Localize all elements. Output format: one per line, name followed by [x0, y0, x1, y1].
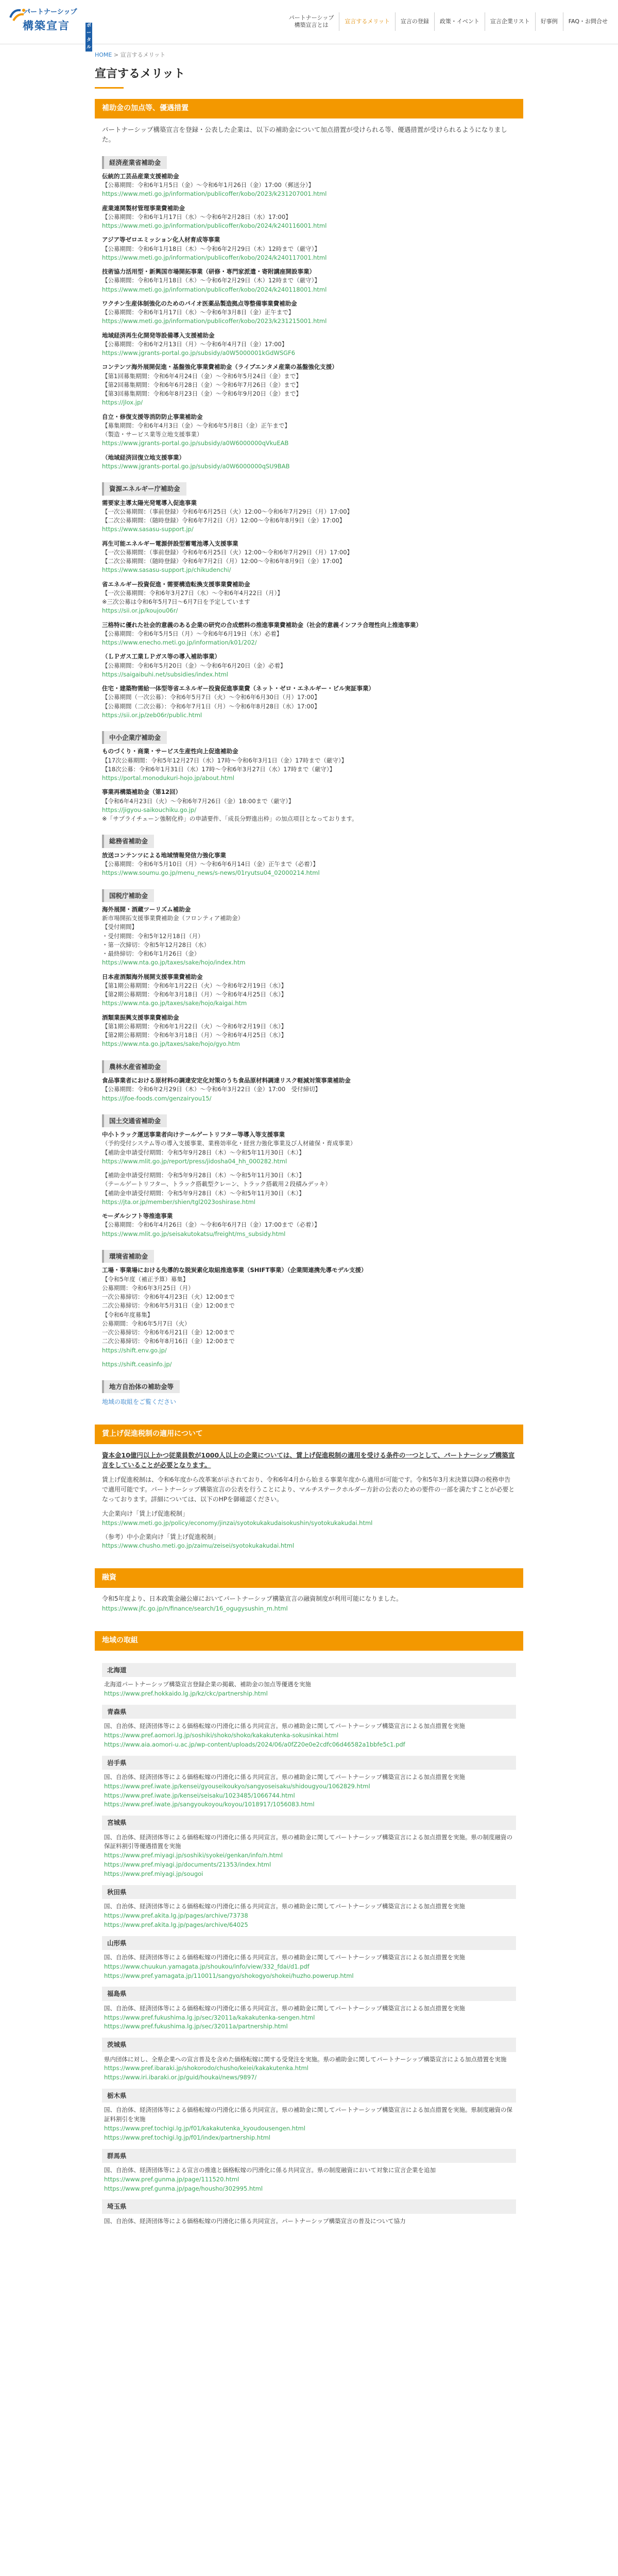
subsidy-entry-link[interactable]: https://www.jgrants-portal.go.jp/subsidy/a0W6000000qVkuEAB: [102, 439, 289, 447]
subsidy-entry-period: ※三次公募は令和6年5月7日～6月7日を予定しています: [102, 598, 250, 606]
region-name: 群馬県: [102, 2149, 516, 2163]
subsidy-entry-period: 【二次公募期間：（随時登録）令和6年7月2日（月）12:00～令和6年8月9日（金）17:00】: [102, 557, 346, 565]
subsidy-entry: [102, 499, 516, 534]
subsidy-entry-period: 【18次公募：令和6年1月31日（水）17時～令和6年3月27日（水）17時まで（厳守）】: [102, 765, 336, 773]
subsidy-entry-period: 【公募期間：令和6年5月5日（月）～令和6年6月19日（水）必着】: [102, 630, 283, 637]
region-description: 国、自治体、経済団体等による宣言の推進と価格転嫁の円滑化に係る共同宣言。県の制度融資において対象に宣言企業を追加: [104, 2166, 436, 2174]
subsidy-entry: [102, 235, 516, 262]
region-name: 北海道: [102, 1663, 516, 1677]
subsidy-entry-link[interactable]: https://www.nta.go.jp/taxes/sake/hojo/gyo.htm: [102, 1040, 240, 1048]
nav-item-good-practices[interactable]: 好事例: [535, 12, 563, 31]
region-link[interactable]: https://www.pref.yamagata.jp/110011/sangyo/shokogyo/shokei/huzho.powerup.html: [104, 1972, 354, 1979]
subsidy-entry-period: 一次公募締切：令和6年6月21日（金）12:00まで: [102, 1329, 235, 1336]
subsidy-entry: [102, 1130, 516, 1166]
region-name: 秋田県: [102, 1885, 516, 1899]
region-link[interactable]: https://www.pref.akita.lg.jp/pages/archive/73738: [104, 1911, 248, 1919]
subsidy-entry-period: 【一次公募期間：令和6年3月27日（水）～令和6年4月22日（月）】: [102, 589, 283, 597]
subsidy-category-list: [102, 150, 516, 1397]
regions-section-heading: 地域の取組: [95, 1631, 523, 1651]
subsidy-entry-title: アジア等ゼロエミッション化人材育成等事業: [102, 236, 220, 244]
region-link[interactable]: https://www.pref.aomori.lg.jp/soshiki/shoko/shoko/kakakutenka-sokusinkai.html: [104, 1732, 339, 1739]
region-link[interactable]: https://www.pref.miyagi.jp/documents/21353/index.html: [104, 1861, 271, 1869]
tax-link-group: [102, 1509, 516, 1551]
subsidy-entry-period: 【公募期間（二次公募）：令和6年7月1日（月）～令和6年8月28日（水）17:00】: [102, 702, 320, 710]
region-description: 国、自治体、経済団体等による価格転嫁の円滑化に係る共同宣言。県の補助金に関してパートナーシップ構築宣言による加点措置を実施: [104, 1773, 466, 1781]
subsidy-entry-link[interactable]: https://www.enecho.meti.go.jp/information/k01/202/: [102, 639, 257, 647]
region-name: 茨城県: [102, 2038, 516, 2052]
region-detail: [102, 1902, 516, 1929]
subsidy-entry-link[interactable]: https://www.mlit.go.jp/seisakutokatsu/freight/ms_subsidy.html: [102, 1230, 286, 1238]
subsidy-entry: [102, 905, 516, 968]
subsidy-entry-period: 【公募期間：令和6年2月29日（木）～令和6年3月22日（金）17:00 受付締切】: [102, 1086, 321, 1093]
site-logo[interactable]: [8, 6, 92, 50]
breadcrumb-separator: >: [112, 52, 121, 58]
subsidy-entry: [102, 1171, 516, 1207]
page-title: 宣言するメリット: [95, 67, 185, 81]
subsidy-entry-link[interactable]: https://portal.monodukuri-hojo.jp/about.html: [102, 774, 234, 782]
subsidy-entry: [102, 204, 516, 231]
subsidy-entry-period: 【補助金申請受付期間：令和5年9月28日（木）～令和5年11月30日（木）】: [102, 1148, 305, 1156]
subsidy-entry-period: 【一次公募期間：（事前登録）令和6年6月25日（火）12:00～令和6年7月29日（月）17:00】: [102, 507, 353, 515]
subsidy-entry-title: 工場・事業場における先導的な脱炭素化取組推進事業（SHIFT事業）（企業間連携先導モデル支援）: [102, 1266, 367, 1274]
subsidy-entry: [102, 747, 516, 783]
region-description: 北海道パートナーシップ構築宣言登録企業の掲載、補助金の加点等優遇を実施: [104, 1681, 312, 1688]
subsidy-entry-link[interactable]: https://jta.or.jp/member/shien/tgl2023oshirase.html: [102, 1198, 256, 1206]
subsidy-entry-period: 【公募期間：令和6年1月18日（木）～令和6年2月29日（木）12時まで（厳守）】: [102, 277, 320, 284]
subsidy-entry-period: 【募集期間：令和6年4月3日（金）～令和6年5月8日（金）正午まで】: [102, 421, 290, 429]
subsidy-entry-period: 【公募期間：令和6年2月13日（月）～令和6年4月7日（金）17:00】: [102, 340, 288, 348]
breadcrumb: [95, 50, 618, 59]
subsidy-entry-title: 日本産酒類海外展開支援事業費補助金: [102, 973, 203, 980]
subsidy-entry: [102, 1360, 516, 1369]
region-name: 宮城県: [102, 1816, 516, 1829]
subsidy-entry-period: （製造・サービス業等立地支援事業）: [102, 431, 203, 438]
region-list: [95, 1651, 523, 2228]
subsidy-entry-period: ・受付期間：令和5年12月18日（月）: [102, 932, 204, 940]
region-link[interactable]: https://www.aia.aomori-u.ac.jp/wp-content/uploads/2024/06/a0fZ20e0e2cdfc06d46582a1bbfe5c1.pdf: [104, 1740, 405, 1748]
subsidy-entry-period: 【令和6年度募集】: [102, 1311, 153, 1318]
subsidy-entry-title: 再生可能エネルギー電源併設型蓄電池導入支援事業: [102, 539, 238, 547]
tax-sme-link[interactable]: https://www.chusho.meti.go.jp/zaimu/zeisei/syotokukakudai.html: [102, 1542, 295, 1550]
region-detail: [102, 1773, 516, 1809]
subsidy-entry-link[interactable]: https://jfoe-foods.com/genzairyou15/: [102, 1094, 212, 1102]
nav-item-merit[interactable]: 宣言するメリット: [339, 12, 395, 31]
logo-badge: ポータル: [85, 23, 92, 52]
nav-item-register[interactable]: 宣言の登録: [395, 12, 434, 31]
subsidy-entry-link[interactable]: https://www.sasasu-support.jp/chikudenchi/: [102, 566, 231, 574]
subsidy-entry: [102, 973, 516, 1008]
global-nav: [284, 12, 613, 31]
subsidy-category-label: 環境省補助金: [102, 1250, 154, 1263]
subsidy-entry-link[interactable]: https://www.jgrants-portal.go.jp/subsidy/a0W6000000qSU9BAB: [102, 462, 290, 470]
subsidy-entry-link[interactable]: https://www.mlit.go.jp/report/press/jidosha04_hh_000282.html: [102, 1157, 287, 1165]
breadcrumb-home-link[interactable]: HOME: [95, 52, 112, 58]
subsidy-category-label: 中小企業庁補助金: [102, 731, 167, 744]
region-name: 青森県: [102, 1705, 516, 1719]
subsidy-entry-period: 【受付期間】: [102, 923, 138, 931]
subsidy-entry-title: 産業連関製材管理事業費補助金: [102, 204, 185, 212]
subsidy-entry: [102, 413, 516, 448]
subsidy-entry-link[interactable]: https://shift.ceasinfo.jp/: [102, 1360, 172, 1368]
subsidy-category-label: 資源エネルギー庁補助金: [102, 482, 186, 495]
region-link[interactable]: https://www.pref.akita.lg.jp/pages/archive/64025: [104, 1921, 248, 1928]
subsidy-entry-period: 【公募期間：令和6年1月17日（水）～令和6年3月8日（金）正午まで】: [102, 309, 295, 316]
site-header: [0, 0, 618, 50]
subsidy-entry: [102, 621, 516, 648]
region-name: 山形県: [102, 1936, 516, 1950]
subsidy-entry-period: 公募期間：令和6年3月25日（月）: [102, 1284, 194, 1292]
region-description: 国、自治体、経済団体等による価格転嫁の円滑化に係る共同宣言。県の補助金に関してパートナーシップ構築宣言による加点措置を実施: [104, 1903, 466, 1910]
subsidy-entry-period: 【補助金申請受付期間：令和5年9月28日（木）～令和5年11月30日（木）】: [102, 1172, 305, 1179]
subsidy-entry-link[interactable]: https://www.meti.go.jp/information/publicoffer/kobo/2024/k240116001.html: [102, 222, 327, 230]
nav-item-company-list[interactable]: 宣言企業リスト: [485, 12, 535, 31]
region-link[interactable]: https://www.pref.fukushima.lg.jp/sec/32011a/kakakutenka-sengen.html: [104, 2013, 315, 2021]
subsidy-entry: [102, 1076, 516, 1103]
logo-top-text: パートナーシップ: [24, 8, 77, 16]
subsidy-entry-link[interactable]: https://www.nta.go.jp/taxes/sake/hojo/index.htm: [102, 959, 246, 967]
subsidy-entry-period: 新市場開拓支援事業費補助金（フロンティア補助金）: [102, 914, 244, 922]
subsidy-entry-title: 事業再構築補助金（第12回）: [102, 788, 182, 796]
subsidy-entry-period: 【公募期間：令和6年1月17日（水）～令和6年2月28日（水）17:00】: [102, 213, 291, 221]
tax-description-text: 賃上げ促進税制は、令和6年度から改革案が示されており、令和6年4月から始まる事業年度から適用が可能です。令和5年3月末決算以降の税務申告で適用可能です。パートナーシップ構築宣言の公表を行うことにより、マルチステークホルダー方針の公表のための要件の一部を満たすことが必要となっております。詳細については、以下のHPを御確認ください。: [102, 1476, 515, 1503]
subsidy-entry-title: ものづくり・商業・サービス生産性向上促進補助金: [102, 748, 238, 755]
subsidy-entry: [102, 684, 516, 720]
finance-description-text: 令和5年度より、日本政策金融公庫においてパートナーシップ構築宣言の融資制度が利用可能になりました。: [102, 1595, 403, 1602]
region-link[interactable]: https://www.pref.hokkaido.lg.jp/kz/ckc/partnership.html: [104, 1690, 268, 1698]
subsidy-entry-period: 【第1期公募期間：令和6年1月22日（火）～令和6年2月19日（水）】: [102, 981, 287, 989]
subsidy-entry: [102, 453, 516, 471]
subsidy-entry-period: 【公募期間：令和6年5月10日（月）～令和6年6月14日（金）正午まで（必着）】: [102, 860, 319, 868]
subsidy-entry-note: ※「サプライチェーン強靭化枠」の申請要件、「成長分野進出枠」の加点項目となっております。: [102, 815, 358, 823]
logo-main-text: 構築宣言: [23, 20, 70, 32]
subsidy-category-label: 総務省補助金: [102, 835, 154, 848]
finance-section-body: [95, 1588, 523, 1621]
subsidy-entry-title: ワクチン生産体制強化のためのバイオ医薬品製造拠点等整備事業費補助金: [102, 299, 297, 307]
subsidy-entry: [102, 1013, 516, 1049]
subsidy-entry: [102, 539, 516, 575]
subsidy-entry-period: 【第1期公募期間：令和6年1月22日（火）～令和6年2月19日（水）】: [102, 1022, 287, 1030]
subsidy-entry-period: 【補助金申請受付期間：令和5年9月28日（木）～令和5年11月30日（木）】: [102, 1189, 305, 1197]
region-detail: [102, 1953, 516, 1980]
subsidy-entry: [102, 172, 516, 199]
subsidy-entry-title: 放送コンテンツによる地域情報発信力強化事業: [102, 851, 226, 859]
subsidy-entry-link[interactable]: https://www.meti.go.jp/information/publicoffer/kobo/2023/k231207001.html: [102, 190, 327, 198]
subsidy-entry-link[interactable]: https://www.meti.go.jp/information/publicoffer/kobo/2024/k240118001.html: [102, 285, 327, 293]
subsidy-entry: [102, 788, 516, 823]
region-link[interactable]: https://www.pref.gunma.jp/page/111520.html: [104, 2175, 239, 2183]
region-name: 栃木県: [102, 2089, 516, 2103]
subsidy-entry-title: 自立・修復支援等消防防止事業補助金: [102, 413, 203, 420]
subsidy-entry-title: （地域経済回復立地支援事業）: [102, 453, 185, 461]
subsidy-entry: [102, 363, 516, 407]
local-initiatives-link[interactable]: 地域の取組をご覧ください: [102, 1398, 177, 1406]
subsidy-entry-link[interactable]: https://shift.env.go.jp/: [102, 1346, 167, 1354]
region-link[interactable]: https://www.pref.fukushima.lg.jp/sec/32011a/partnership.html: [104, 2023, 288, 2030]
subsidy-entry-title: 地域経済再生化開発等設備導入支援補助金: [102, 331, 215, 339]
region-detail: [102, 2004, 516, 2031]
subsidy-entry: [102, 652, 516, 679]
subsidy-entry-title: 伝統的工芸品産業支援補助金: [102, 172, 179, 180]
subsidy-entry-link[interactable]: https://www.meti.go.jp/information/publicoffer/kobo/2024/k240117001.html: [102, 253, 327, 261]
title-underline: [95, 87, 124, 89]
subsidy-entry: [102, 580, 516, 616]
region-description: 国、自治体、経済団体等による価格転嫁の円滑化に係る共同宣言。パートナーシップ構築宣言の普及について協力: [104, 2217, 406, 2225]
region-link[interactable]: https://www.chuukun.yamagata.jp/shoukou/info/view/332_fdai/d1.pdf: [104, 1962, 310, 1970]
subsidy-entry-period: 【第2回募集期間：令和6年6月28日（金）～令和6年7月26日（金）まで】: [102, 381, 302, 388]
subsidy-entry-period: 【17次公募期間：令和5年12月27日（水）17時～令和6年3月1日（金）17時まで（厳守）】: [102, 756, 348, 764]
subsidy-entry-period: 【公募期間：令和6年5月20日（金）～令和6年6月20日（金）必着】: [102, 662, 286, 669]
subsidy-entry: [102, 1266, 516, 1355]
subsidy-entry-link[interactable]: https://www.meti.go.jp/information/publicoffer/kobo/2023/k231215001.html: [102, 317, 327, 325]
subsidy-entry-period: 【公募期間：令和6年1月18日（木）～令和6年2月29日（木）12時まで（厳守）】: [102, 245, 320, 252]
subsidy-entry-period: 【二次公募期間：（随時登録）令和6年7月2日（月）12:00～令和6年8月9日（金）17:00】: [102, 517, 346, 524]
region-detail: [102, 2217, 516, 2226]
subsidy-entry-period: 【第1回募集期間：令和6年4月24日（金）～令和6年5月24日（金）まで】: [102, 372, 302, 380]
subsidy-entry-title: モーダルシフト等推進事業: [102, 1212, 173, 1220]
subsidy-entry-title: 需要家主導太陽光発電導入促進事業: [102, 499, 197, 506]
subsidy-category-label: 国土交通省補助金: [102, 1114, 167, 1127]
subsidy-entry-period: ・最終締切：令和6年1月26日（金）: [102, 950, 200, 958]
subsidy-entry-period: ・第一次締切：令和5年12月28日（水）: [102, 941, 210, 948]
subsidy-entry-title: コンテンツ海外展開促進・基盤強化事業費補助金（ライブエンタメ産業の基盤強化支援）: [102, 363, 338, 371]
subsidy-entry-link[interactable]: https://jigyou-saikouchiku.go.jp/: [102, 806, 197, 814]
tax-requirement-text: 資本金10億円以上かつ従業員数が1000人以上の企業については、賃上げ促進税制の適用を受ける条件の一つとして、パートナーシップ構築宣言をしていることが必要となります。: [102, 1451, 515, 1469]
subsidy-entry-period: 【公募期間：令和6年4月26日（金）～令和6年6月7日（金）17:00まで（必着）】: [102, 1221, 320, 1229]
tax-link-label: 大企業向け「賃上げ促進税制」: [102, 1510, 189, 1518]
subsidy-entry-title: （ＬＰガス工業ＬＰガス等の導入補助事業）: [102, 653, 220, 660]
region-name: 福島県: [102, 1987, 516, 2001]
subsidy-entry-link[interactable]: https://www.sasasu-support.jp/: [102, 526, 194, 533]
subsidy-entry-period: 【一次公募期間：（事前登録）令和6年6月25日（火）12:00～令和6年7月29日（月）17:00】: [102, 548, 353, 556]
subsidy-entry-period: 【令和5年度（補正予算）募集】: [102, 1275, 189, 1283]
region-name: 埼玉県: [102, 2199, 516, 2213]
region-description: 県内団体に対し、全県企業への宣言普及を含めた価格転嫁に関する受発注を実施。県の補助金に関してパートナーシップ構築宣言による加点措置を実施: [104, 2055, 507, 2063]
region-link[interactable]: https://www.pref.miyagi.jp/soshiki/syokei/genkan/info/n.html: [104, 1852, 283, 1859]
finance-jfc-link[interactable]: https://www.jfc.go.jp/n/finance/search/16_ogugysushin_m.html: [102, 1605, 288, 1613]
subsidy-entry-link[interactable]: https://www.nta.go.jp/taxes/sake/hojo/kaigai.htm: [102, 999, 247, 1007]
tax-link-label: （参考）中小企業向け「賃上げ促進税制」: [102, 1533, 220, 1540]
subsidy-entry-title: 酒類業振興支援事業費補助金: [102, 1013, 179, 1021]
region-detail: [102, 2055, 516, 2082]
subsidy-entry-period: 【公募期間：令和6年1月5日（金）～令和6年1月26日（金）17:00（郵送分）】: [102, 181, 315, 189]
region-detail: [102, 2166, 516, 2193]
subsidy-entry-period: 【公募期間（一次公募）：令和6年5月7日（火）～令和6年6月30日（月）17:00】: [102, 693, 320, 701]
region-link[interactable]: https://www.pref.ibaraki.jp/shokorodo/chusho/keiei/kakakutenka.html: [104, 2064, 308, 2072]
subsidy-entry-title: 技術協力活用型・新興国市場開拓事業（研修・専門家派遣・寄附講座開設事業）: [102, 268, 315, 276]
subsidy-entry-period: 二次公募締切：令和6年8月16日（金）12:00まで: [102, 1337, 235, 1345]
subsidy-entry-period: （テールゲートリフター、トラック搭載型クレーン、トラック搭載用２段積みデッキ）: [102, 1180, 331, 1188]
subsidy-entry-title: 食品事業者における原材料の調達安定化対策のうち食品原材料調達リスク軽減対策事業補助金: [102, 1077, 351, 1084]
region-link[interactable]: https://www.iri.ibaraki.or.jp/guid/houkai/news/9897/: [104, 2074, 257, 2081]
subsidy-entry-title: 海外展開・酒蔵ツーリズム補助金: [102, 905, 191, 913]
region-description: 国、自治体、経済団体等による価格転嫁の円滑化に係る共同宣言。県の補助金に関してパートナーシップ構築宣言による加点措置を実施: [104, 2004, 466, 2012]
nav-item-faq-contact[interactable]: FAQ・お問合せ: [563, 12, 613, 31]
region-description: 国、自治体、経済団体等による価格転嫁の円滑化に係る共同宣言。県の補助金に関してパートナーシップ構築宣言による加点措置を実施: [104, 1722, 466, 1730]
tax-section-heading: 賃上げ促進税制の適用について: [95, 1425, 523, 1444]
subsidy-lead-text: パートナーシップ構築宣言を登録・公表した企業は、以下の補助金について加点措置が受けられる等、優遇措置が受けられるようになりました。: [102, 125, 507, 144]
subsidy-entry: [102, 267, 516, 294]
subsidy-entry-link[interactable]: https://sii.or.jp/zeb06r/public.html: [102, 711, 202, 719]
region-link[interactable]: https://www.pref.tochigi.lg.jp/f01/kakakutenka_kyoudousengen.html: [104, 2124, 305, 2132]
subsidy-entry-title: 住宅・建築物需給一体型等省エネルギー投資促進事業費（ネット・ゼロ・エネルギー・ビル実証事業）: [102, 685, 374, 692]
subsidy-entry-link[interactable]: https://sii.or.jp/koujou06r/: [102, 607, 178, 615]
region-description: 国、自治体、経済団体等による価格転嫁の円滑化に係る共同宣言。県の補助金に関してパートナーシップ構築宣言による加点措置を実施: [104, 1953, 466, 1961]
region-link[interactable]: https://www.pref.iwate.jp/sangyoukoyou/koyou/1018917/1056083.html: [104, 1801, 315, 1808]
subsidy-category-label: 経済産業省補助金: [102, 156, 167, 169]
subsidy-entry: [102, 851, 516, 878]
subsidy-entry: [102, 331, 516, 358]
region-link[interactable]: https://www.pref.miyagi.jp/sougoi: [104, 1870, 203, 1877]
subsidy-category-label: 地方自治体の補助金等: [102, 1380, 180, 1393]
subsidy-entry-period: 公募期間：令和6年5月7日（火）: [102, 1319, 191, 1327]
subsidy-entry-link[interactable]: https://jlox.jp/: [102, 399, 143, 406]
region-link[interactable]: https://www.pref.tochigi.lg.jp/f01/index/partnership.html: [104, 2133, 270, 2141]
subsidy-section-body: [95, 118, 523, 1414]
subsidy-entry-link[interactable]: https://www.jgrants-portal.go.jp/subsidy/a0W5000001kGdWSGF6: [102, 349, 295, 357]
subsidy-entry-period: 【第2期公募期間：令和6年3月18日（月）～令和6年4月25日（水）】: [102, 991, 287, 998]
subsidy-entry-period: 二次公募締切：令和6年5月31日（金）12:00まで: [102, 1302, 235, 1310]
subsidy-entry-link[interactable]: https://saigaibuhi.net/subsidies/index.html: [102, 670, 228, 678]
subsidy-entry-title: 三格特に優れた社会的意義のある企業の研究の合成燃料の推進事業費補助金（社会的意義インフラ合理性向上推進事業）: [102, 621, 422, 629]
subsidy-entry-period: （予約受付システム等の導入支援事業、業務効率化・経営力強化事業及び人材確保・育成事業）: [102, 1140, 356, 1147]
region-link[interactable]: https://www.pref.iwate.jp/kensei/gyouseikoukyo/sangyoseisaku/shidougyou/1062829.html: [104, 1782, 370, 1790]
region-detail: [102, 1833, 516, 1879]
region-name: 岩手県: [102, 1756, 516, 1770]
nav-item-policy-events[interactable]: 政策・イベント: [434, 12, 485, 31]
region-detail: [102, 2106, 516, 2142]
subsidy-entry-title: 中小トラック運送事業者向けテールゲートリフター等導入等支援事業: [102, 1131, 285, 1139]
subsidy-category-label: 国税庁補助金: [102, 889, 154, 902]
subsidy-entry-title: 省エネルギー投資促進・需要構造転換支援事業費補助金: [102, 580, 250, 588]
subsidy-section-heading: 補助金の加点等、優遇措置: [95, 99, 523, 118]
region-detail: [102, 1722, 516, 1749]
region-description: 国、自治体、経済団体等による価格転嫁の円滑化に係る共同宣言。県の補助金に関してパートナーシップ構築宣言による加点措置を実施。県の制度融資の保証料割引等優遇措置を実施: [104, 1833, 513, 1850]
subsidy-entry-period: 【令和6年4月23日（火）～令和6年7月26日（金）18:00まで（厳守）】: [102, 797, 295, 805]
tax-large-company-link[interactable]: https://www.meti.go.jp/policy/economy/jinzai/syotokukakudaisokushin/syotokukakudai.html: [102, 1519, 373, 1527]
finance-section-heading: 融資: [95, 1568, 523, 1588]
subsidy-entry: [102, 1212, 516, 1239]
subsidy-entry-link[interactable]: https://www.soumu.go.jp/menu_news/s-news/01ryutsu04_02000214.html: [102, 869, 320, 877]
main-content: [95, 99, 523, 2228]
nav-item-about[interactable]: パートナーシップ 構築宣言とは: [288, 14, 334, 28]
subsidy-entry-period: 【第2期公募期間：令和6年3月18日（月）～令和6年4月25日（水）】: [102, 1031, 287, 1039]
region-link[interactable]: https://www.pref.gunma.jp/page/housho/302995.html: [104, 2184, 263, 2192]
subsidy-entry: [102, 299, 516, 326]
region-description: 国、自治体、経済団体等による価格転嫁の円滑化に係る共同宣言。県の補助金に関してパートナーシップ構築宣言による加点措置を実施。県制度融資の保証料割引を実施: [104, 2106, 513, 2123]
tax-section-body: [95, 1444, 523, 1558]
region-link[interactable]: https://www.pref.iwate.jp/kensei/seisaku/1023485/1066744.html: [104, 1791, 295, 1799]
region-detail: [102, 1680, 516, 1699]
subsidy-category-label: 農林水産省補助金: [102, 1060, 167, 1073]
subsidy-entry-period: 【第3回募集期間：令和6年8月23日（金）～令和6年9月20日（金）まで】: [102, 390, 302, 398]
subsidy-entry-period: 一次公募締切：令和6年4月23日（火）12:00まで: [102, 1293, 235, 1301]
breadcrumb-current: 宣言するメリット: [120, 52, 166, 58]
